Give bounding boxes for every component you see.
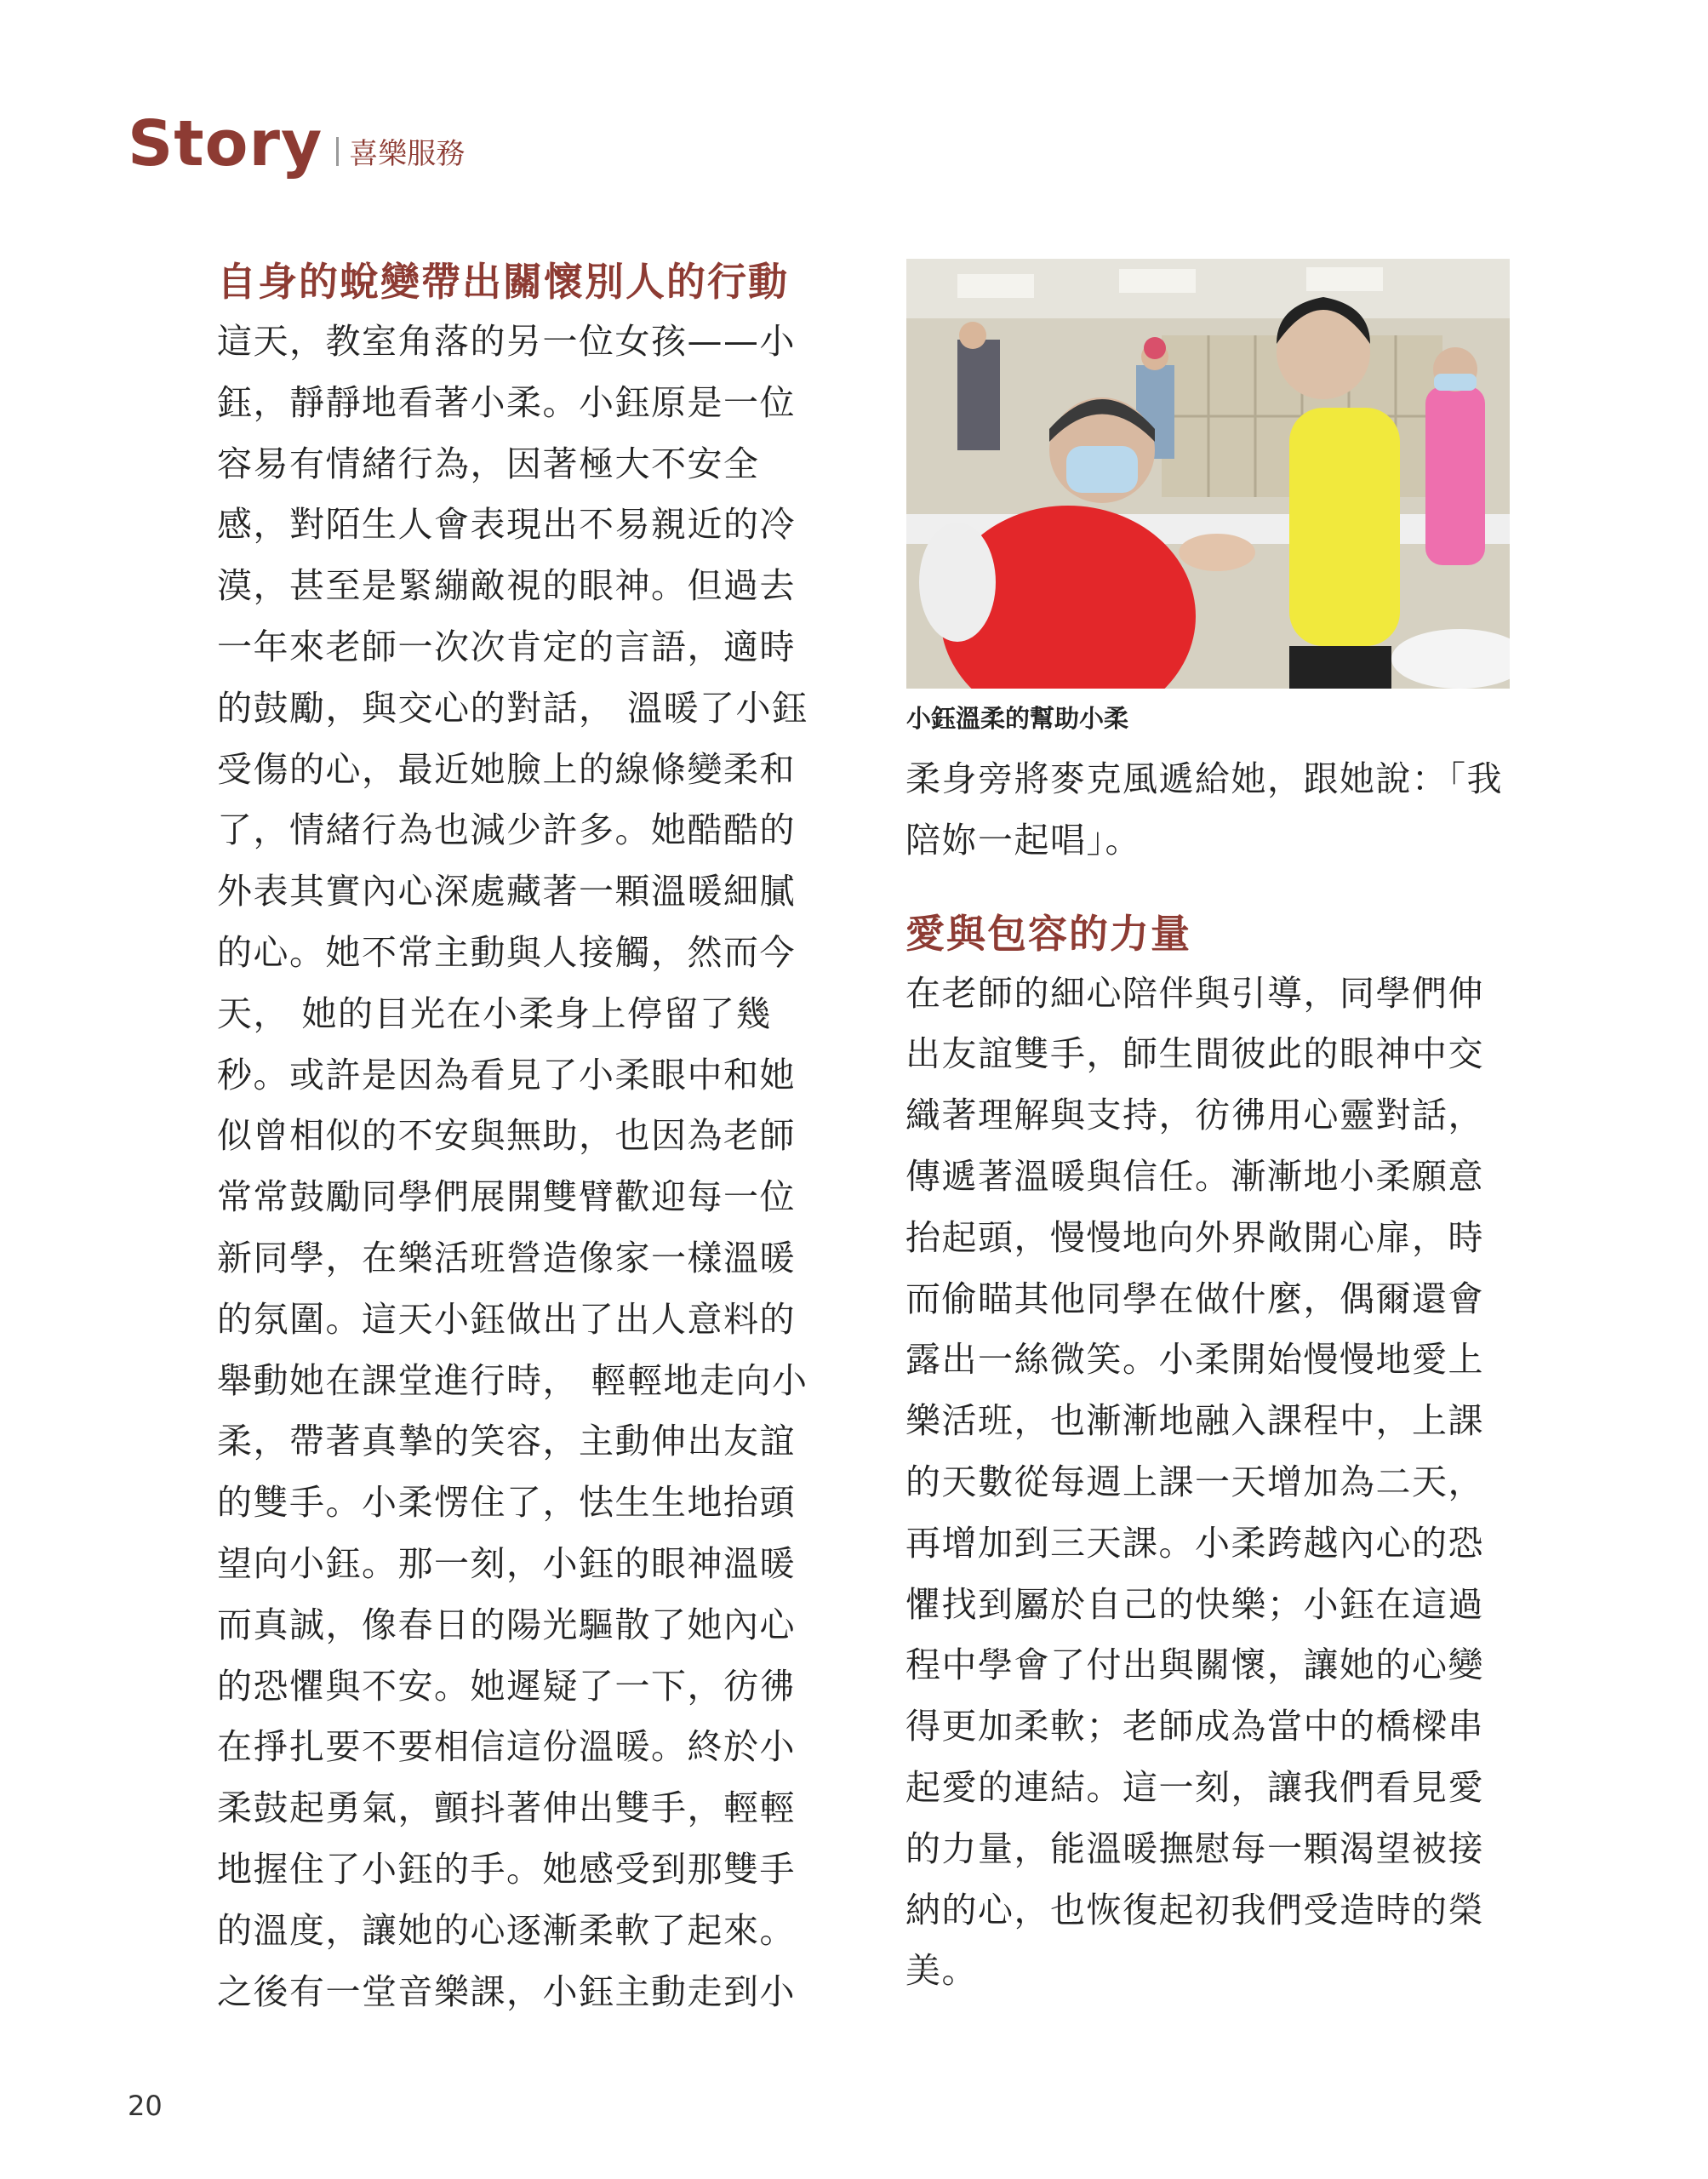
page-header [128,107,466,180]
classroom-photo-illustration [906,259,1510,689]
section-label: 喜樂服務 [349,136,466,171]
photo-caption: 小鈺溫柔的幫助小柔 [906,704,1129,733]
paragraph-love: 在老師的細心陪伴與引導，同學們伸出友誼雙手，師生間彼此的眼神中交織著理解與支持，彷彿用心靈對話，傳遞著溫暖與信任。漸漸地小柔願意抬起頭，慢慢地向外界敞開心扉，時而偷瞄其他同學在做什麼，偶爾還會露出一絲微笑。小柔開始慢慢地愛上樂活班，也漸漸地融入課程中，上課的天數從每週上課一天增加為二天，再增加到三天課。小柔跨越內心的恐懼找到屬於自己的快樂；小鈺在這過程中學會了付出與關懷，讓她的心變得更加柔軟；老師成為當中的橋樑串起愛的連結。這一刻，讓我們看見愛的力量，能溫暖撫慰每一顆渴望被接納的心，也恢復起初我們受造時的榮美。 [905,972,1484,1992]
story-brand: Story [128,107,323,180]
story-photo [906,259,1510,689]
section-heading-love: 愛與包容的力量 [905,910,1191,957]
paragraph-transformation: 這天，教室角落的另一位女孩——小鈺，靜靜地看著小柔。小鈺原是一位容易有情緒行為，因著極大不安全感，對陌生人會表現出不易親近的冷漠，甚至是緊繃敵視的眼神。但過去一年來老師一次次肯定的言語，適時的鼓勵，與交心的對話， 溫暖了小鈺受傷的心，最近她臉上的線條變柔和了，情緒行為也減少許多。她酷酷的外表其實內心深處藏著一顆溫暖細膩的心。她不常主動與人接觸，然而今天， 她的目光在小柔身上停留了幾秒。或許是因為看見了小柔眼中和她似曾相似的不安與無助，也因為老師常常鼓勵同學們展開雙臂歡迎每一位新同學，在樂活班營造像家一樣溫暖的氛圍。這天小鈺做出了出人意料的舉動她在課堂進行時， 輕輕地走向小柔，帶著真摯的笑容，主動伸出友誼的雙手。小柔愣住了，怯生生地抬頭望向小鈺。那一刻，小鈺的眼神溫暖而真誠，像春日的陽光驅散了她內心的恐懼與不安。她遲疑了一下，彷彿在掙扎要不要相信這份溫暖。終於小柔鼓起勇氣，顫抖著伸出雙手，輕輕地握住了小鈺的手。她感受到那雙手的溫度，讓她的心逐漸柔軟了起來。之後有一堂音樂課，小鈺主動走到小 [217,321,808,2012]
left-column [217,252,830,2022]
paragraph-transformation-continued: 柔身旁將麥克風遞給她，跟她說：「我陪妳一起唱」。 [905,758,1503,861]
section-heading-transformation: 自身的蛻變帶出關懷別人的行動 [217,259,789,305]
right-column [905,749,1518,2002]
header-divider [336,137,339,166]
page-number: 20 [128,2090,163,2122]
